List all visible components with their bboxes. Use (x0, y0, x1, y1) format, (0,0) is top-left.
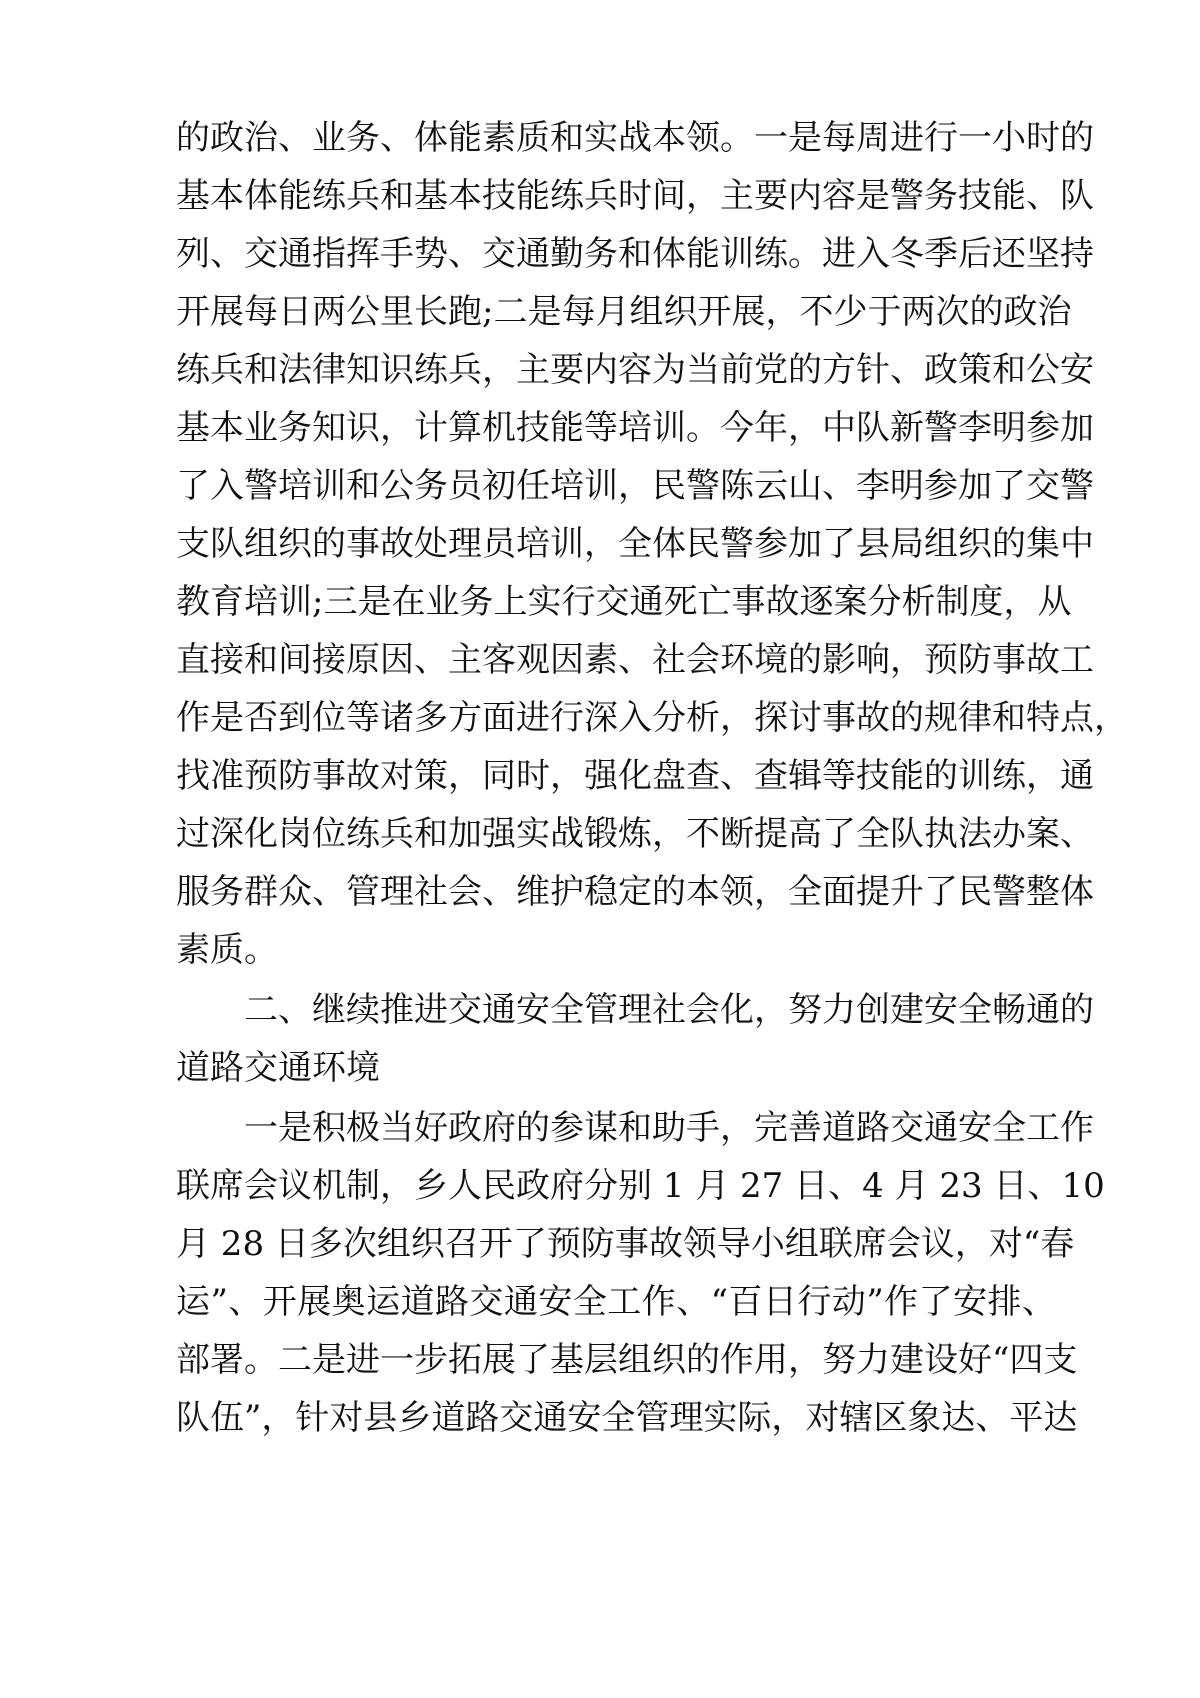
paragraph-line: 队伍”，针对县乡道路交通安全管理实际，对辖区象达、平达 (176, 1398, 1078, 1438)
paragraph-line: 素质。 (176, 930, 278, 970)
paragraph-line: 教育培训;三是在业务上实行交通死亡事故逐案分析制度，从 (176, 582, 1072, 622)
paragraph-line: 基本业务知识，计算机技能等培训。今年，中队新警李明参加 (176, 408, 1094, 448)
section-heading-line: 道路交通环境 (176, 1048, 380, 1088)
paragraph-line: 作是否到位等诸多方面进行深入分析，探讨事故的规律和特点， (176, 698, 1128, 738)
paragraph-line: 的政治、业务、体能素质和实战本领。一是每周进行一小时的 (176, 118, 1094, 158)
paragraph-line: 基本体能练兵和基本技能练兵时间，主要内容是警务技能、队 (176, 176, 1094, 216)
paragraph-line: 支队组织的事故处理员培训，全体民警参加了县局组织的集中 (176, 524, 1094, 564)
paragraph-line: 部署。二是进一步拓展了基层组织的作用，努力建设好“四支 (176, 1340, 1078, 1380)
paragraph-line: 运”、开展奥运道路交通安全工作、“百日行动”作了安排、 (176, 1282, 1056, 1322)
paragraph-line: 了入警培训和公务员初任培训，民警陈云山、李明参加了交警 (176, 466, 1094, 506)
paragraph-line: 过深化岗位练兵和加强实战锻炼，不断提高了全队执法办案、 (176, 814, 1094, 854)
paragraph-line: 列、交通指挥手势、交通勤务和体能训练。进入冬季后还坚持 (176, 234, 1094, 274)
paragraph-line: 联席会议机制，乡人民政府分别 1 月 27 日、4 月 23 日、10 (176, 1166, 1105, 1206)
paragraph-line: 一是积极当好政府的参谋和助手，完善道路交通安全工作 (244, 1108, 1094, 1148)
section-heading-line: 二、继续推进交通安全管理社会化，努力创建安全畅通的 (244, 990, 1094, 1030)
paragraph-line: 找准预防事故对策，同时，强化盘查、查辑等技能的训练，通 (176, 756, 1094, 796)
paragraph-line: 直接和间接原因、主客观因素、社会环境的影响，预防事故工 (176, 640, 1094, 680)
paragraph-line: 开展每日两公里长跑;二是每月组织开展，不少于两次的政治 (176, 292, 1072, 332)
paragraph-line: 练兵和法律知识练兵，主要内容为当前党的方针、政策和公安 (176, 350, 1094, 390)
paragraph-line: 服务群众、管理社会、维护稳定的本领，全面提升了民警整体 (176, 872, 1094, 912)
paragraph-line: 月 28 日多次组织召开了预防事故领导小组联席会议，对“春 (176, 1224, 1075, 1264)
